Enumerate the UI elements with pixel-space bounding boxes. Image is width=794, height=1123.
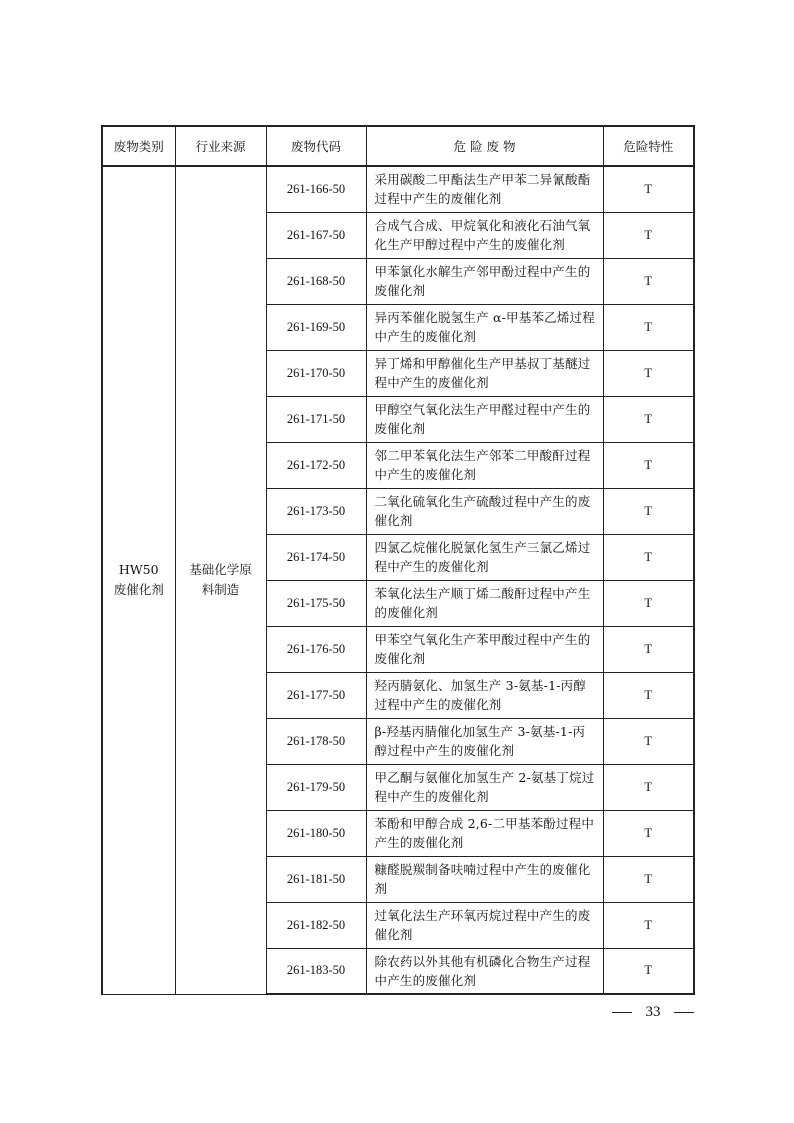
- hazard-characteristic-cell: T: [603, 856, 694, 902]
- industry-source-cell: 基础化学原 料制造: [175, 166, 266, 994]
- waste-description-cell: 四氯乙烷催化脱氯化氢生产三氯乙烯过程中产生的废催化剂: [366, 534, 603, 580]
- hazard-characteristic-cell: T: [603, 948, 694, 994]
- hazard-characteristic-cell: T: [603, 764, 694, 810]
- header-row: [102, 126, 694, 166]
- waste-description-cell: 甲苯氯化水解生产邻甲酚过程中产生的废催化剂: [366, 258, 603, 304]
- waste-code-cell: 261-182-50: [266, 902, 366, 948]
- waste-description-cell: 过氧化法生产环氧丙烷过程中产生的废催化剂: [366, 902, 603, 948]
- waste-description-cell: 采用碳酸二甲酯法生产甲苯二异氰酸酯过程中产生的废催化剂: [366, 166, 603, 212]
- hazard-characteristic-cell: T: [603, 672, 694, 718]
- hazard-characteristic-cell: T: [603, 166, 694, 212]
- waste-code-cell: 261-166-50: [266, 166, 366, 212]
- waste-description-cell: 苯氧化法生产顺丁烯二酸酐过程中产生的废催化剂: [366, 580, 603, 626]
- hazard-characteristic-cell: T: [603, 258, 694, 304]
- waste-code-cell: 261-173-50: [266, 488, 366, 534]
- waste-code-cell: 261-180-50: [266, 810, 366, 856]
- waste-description-cell: 合成气合成、甲烷氧化和液化石油气氧化生产甲醇过程中产生的废催化剂: [366, 212, 603, 258]
- table-row: [102, 166, 694, 212]
- hazard-characteristic-cell: T: [603, 488, 694, 534]
- hazard-characteristic-cell: T: [603, 718, 694, 764]
- hazard-characteristic-cell: T: [603, 442, 694, 488]
- waste-code-cell: 261-174-50: [266, 534, 366, 580]
- hazard-characteristic-cell: T: [603, 304, 694, 350]
- waste-description-cell: 二氧化硫氧化生产硫酸过程中产生的废催化剂: [366, 488, 603, 534]
- page-number: 33: [645, 1003, 661, 1020]
- hazard-characteristic-cell: T: [603, 626, 694, 672]
- waste-code-cell: 261-176-50: [266, 626, 366, 672]
- waste-description-cell: 甲苯空气氧化生产苯甲酸过程中产生的废催化剂: [366, 626, 603, 672]
- waste-code-cell: 261-177-50: [266, 672, 366, 718]
- waste-code-cell: 261-183-50: [266, 948, 366, 994]
- header-hazard-characteristic: 危险特性: [603, 126, 694, 166]
- waste-description-cell: 异丁烯和甲醇催化生产甲基叔丁基醚过程中产生的废催化剂: [366, 350, 603, 396]
- waste-code-cell: 261-170-50: [266, 350, 366, 396]
- page-footer: [612, 1000, 694, 1024]
- waste-description-cell: 邻二甲苯氧化法生产邻苯二甲酸酐过程中产生的废催化剂: [366, 442, 603, 488]
- header-waste-category: 废物类别: [102, 126, 175, 166]
- waste-code-cell: 261-167-50: [266, 212, 366, 258]
- header-waste-code: 废物代码: [266, 126, 366, 166]
- hazard-characteristic-cell: T: [603, 396, 694, 442]
- hazard-characteristic-cell: T: [603, 902, 694, 948]
- waste-code-cell: 261-171-50: [266, 396, 366, 442]
- footer-dash-left: [612, 1012, 632, 1013]
- hazard-characteristic-cell: T: [603, 580, 694, 626]
- waste-description-cell: 苯酚和甲醇合成 2,6-二甲基苯酚过程中产生的废催化剂: [366, 810, 603, 856]
- waste-description-cell: 糠醛脱羰制备呋喃过程中产生的废催化剂: [366, 856, 603, 902]
- waste-description-cell: β-羟基丙腈催化加氢生产 3-氨基-1-丙醇过程中产生的废催化剂: [366, 718, 603, 764]
- waste-code-cell: 261-168-50: [266, 258, 366, 304]
- hazard-characteristic-cell: T: [603, 810, 694, 856]
- waste-code-cell: 261-181-50: [266, 856, 366, 902]
- waste-code-cell: 261-179-50: [266, 764, 366, 810]
- waste-description-cell: 甲乙酮与氨催化加氢生产 2-氨基丁烷过程中产生的废催化剂: [366, 764, 603, 810]
- waste-description-cell: 异丙苯催化脱氢生产 α-甲基苯乙烯过程中产生的废催化剂: [366, 304, 603, 350]
- waste-code-cell: 261-178-50: [266, 718, 366, 764]
- header-industry-source: 行业来源: [175, 126, 266, 166]
- waste-category-cell: HW50 废催化剂: [102, 166, 175, 994]
- hazardous-waste-table: [101, 125, 695, 995]
- waste-code-cell: 261-175-50: [266, 580, 366, 626]
- waste-description-cell: 除农药以外其他有机磷化合物生产过程中产生的废催化剂: [366, 948, 603, 994]
- hazard-characteristic-cell: T: [603, 534, 694, 580]
- footer-dash-right: [674, 1012, 694, 1013]
- waste-code-cell: 261-172-50: [266, 442, 366, 488]
- waste-description-cell: 甲醇空气氧化法生产甲醛过程中产生的废催化剂: [366, 396, 603, 442]
- waste-description-cell: 羟丙腈氨化、加氢生产 3-氨基-1-丙醇过程中产生的废催化剂: [366, 672, 603, 718]
- header-hazardous-waste: 危 险 废 物: [366, 126, 603, 166]
- hazard-characteristic-cell: T: [603, 212, 694, 258]
- waste-code-cell: 261-169-50: [266, 304, 366, 350]
- hazard-characteristic-cell: T: [603, 350, 694, 396]
